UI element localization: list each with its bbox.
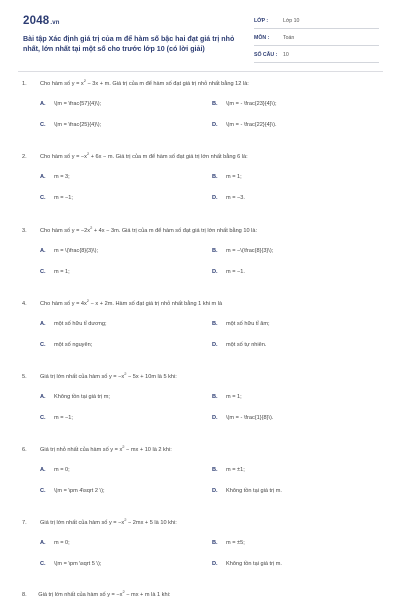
option-a[interactable]: A. một số hữu tỉ dương; [40,321,107,327]
document-meta [254,15,379,66]
option-a[interactable]: A. \(m = \frac{57}{4}\); [40,101,102,107]
meta-label: MÔN : [254,35,270,41]
header-divider [18,71,383,72]
question-number: 8. [22,592,27,598]
option-b[interactable]: B. m = ±1; [212,467,245,473]
question-text: Giá trị lớn nhất của hàm số $y = -x^2$ − mx + m là 1 khi: [38,589,171,598]
option-d[interactable]: D. m = −3. [212,195,245,201]
question-number: 5. [22,374,27,380]
option-a[interactable]: A. m = 0; [40,467,70,473]
option-c[interactable]: C. \(m = \pm \sqrt 5 \); [40,561,102,567]
option-b[interactable]: B. m = ±5; [212,540,245,546]
option-b[interactable]: B. m = 1; [212,394,242,400]
option-c[interactable]: C. m = 1; [40,269,70,275]
option-d[interactable]: D. m = −1. [212,269,245,275]
meta-value: Lớp 10 [283,18,300,24]
question-number: 4. [22,301,27,307]
option-c[interactable]: C. m = −1; [40,195,73,201]
option-d[interactable]: D. một số tự nhiên. [212,342,267,348]
option-c[interactable]: C. một số nguyên; [40,342,93,348]
question-8-partial [22,589,383,598]
question-text: Giá trị lớn nhất của hàm số $y = -x^2 - 2mx + 5$ là 10 khi: [40,517,177,526]
site-logo[interactable]: 2048.vn [23,15,60,27]
option-a[interactable]: A. m = \(\frac{8}{3}\); [40,248,98,254]
meta-value: Toán [283,35,295,41]
question-number: 3. [22,228,27,234]
option-b[interactable]: B. một số hữu tỉ âm; [212,321,270,327]
meta-value: 10 [283,52,289,58]
question-number: 1. [22,81,27,87]
question-text: Cho hàm số $y = -2x^2 + 4x - 3m$. Giá trị của m để hàm số đạt giá trị lớn nhất bằng 10 là: [40,225,258,234]
option-d[interactable]: D. Không tồn tại giá trị m. [212,561,282,567]
question-number: 7. [22,520,27,526]
question-number: 2. [22,154,27,160]
document-header [0,0,400,62]
option-b[interactable]: B. m = 1; [212,174,242,180]
option-b[interactable]: B. m = −\(\frac{8}{3}\); [212,248,274,254]
option-d[interactable]: D. Không tồn tại giá trị m. [212,488,282,494]
option-d[interactable]: D. \(m = - \frac{1}{8}\). [212,415,274,421]
option-b[interactable]: B. \(m = - \frac{23}{4}\); [212,101,277,107]
option-c[interactable]: C. \(m = \frac{25}{4}\); [40,122,102,128]
meta-label: LỚP : [254,18,269,24]
meta-label: SỐ CÂU : [254,52,278,58]
question-text: Cho hàm số $y = 4x^2 - x + 2m$. Hàm số đạt giá trị nhỏ nhất bằng 1 khi m là [40,298,223,307]
document-title: Bài tập Xác định giá trị của m để hàm số bậc hai đạt giá trị nhỏ nhất, lớn nhất tại một số cho trước lớp 10 (có lời giải) [23,35,235,53]
question-text: Cho hàm số $y = -x^2 + 6x - m$. Giá trị của m để hàm số đạt giá trị lớn nhất bằng 6 là: [40,151,248,160]
meta-row-grade [254,15,379,29]
option-c[interactable]: C. m = −1; [40,415,73,421]
meta-row-count [254,49,379,63]
option-d[interactable]: D. \(m = - \frac{22}{4}\). [212,122,277,128]
option-c[interactable]: C. \(m = \pm 4\sqrt 2 \); [40,488,105,494]
meta-row-subject [254,32,379,46]
question-text: Giá trị lớn nhất của hàm số $y = -x^2 - 5x + 10m$ là 5 khi: [40,371,177,380]
question-text: Cho hàm số $y = x^2 - 3x + m$. Giá trị của m để hàm số đạt giá trị nhỏ nhất bằng 12 là: [40,78,249,87]
question-number: 6. [22,447,27,453]
option-a[interactable]: A. m = 0; [40,540,70,546]
question-text: Giá trị nhỏ nhất của hàm số $y = x^2$ − mx + 10 là 2 khi: [40,444,172,453]
option-a[interactable]: A. Không tồn tại giá trị m; [40,394,110,400]
option-a[interactable]: A. m = 3; [40,174,70,180]
